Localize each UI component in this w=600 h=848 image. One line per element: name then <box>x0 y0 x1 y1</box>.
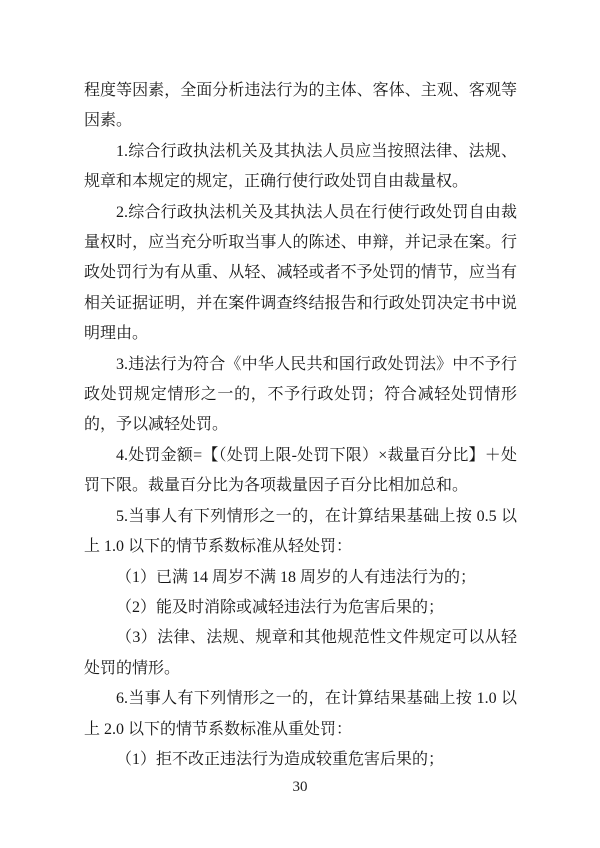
document-body <box>84 76 517 775</box>
paragraph-rule-2: 2.综合行政执法机关及其执法人员在行使行政处罚自由裁量权时，应当充分听取当事人的陈述、申辩，并记录在案。行政处罚行为有从重、从轻、减轻或者不予处罚的情节，应当有相关证据证明，并在案件调查终结报告和行政处罚决定书中说明理由。 <box>84 203 517 343</box>
list-item-5-3: （3）法律、法规、规章和其他规范性文件规定可以从轻处罚的情形。 <box>84 629 517 677</box>
list-item-5-2: （2）能及时消除或减轻违法行为危害后果的； <box>116 598 445 616</box>
paragraph-rule-5: 5.当事人有下列情形之一的，在计算结果基础上按 0.5 以上 1.0 以下的情节系数标准从轻处罚： <box>84 507 517 556</box>
paragraph-rule-6: 6.当事人有下列情形之一的，在计算结果基础上按 1.0 以上 2.0 以下的情节系数标准从重处罚： <box>84 690 517 738</box>
paragraph-rule-3: 3.违法行为符合《中华人民共和国行政处罚法》中不予行政处罚规定情形之一的，不予行政处罚；符合减轻处罚情形的，予以减轻处罚。 <box>84 355 517 434</box>
list-item-5-1: （1）已满 14 周岁不满 18 周岁的人有违法行为的； <box>116 568 477 586</box>
list-item-6-1: （1）拒不改正违法行为造成较重危害后果的； <box>116 750 445 768</box>
page-number: 30 <box>292 779 308 795</box>
paragraph-rule-1: 1.综合行政执法机关及其执法人员应当按照法律、法规、规章和本规定的规定，正确行使行政处罚自由裁量权。 <box>84 142 517 191</box>
paragraph-rule-4-formula: 4.处罚金额=【（处罚上限-处罚下限）×裁量百分比】＋处罚下限。裁量百分比为各项裁量因子百分比相加总和。 <box>84 446 517 495</box>
paragraph-continuation: 程度等因素，全面分析违法行为的主体、客体、主观、客观等因素。 <box>84 82 517 130</box>
